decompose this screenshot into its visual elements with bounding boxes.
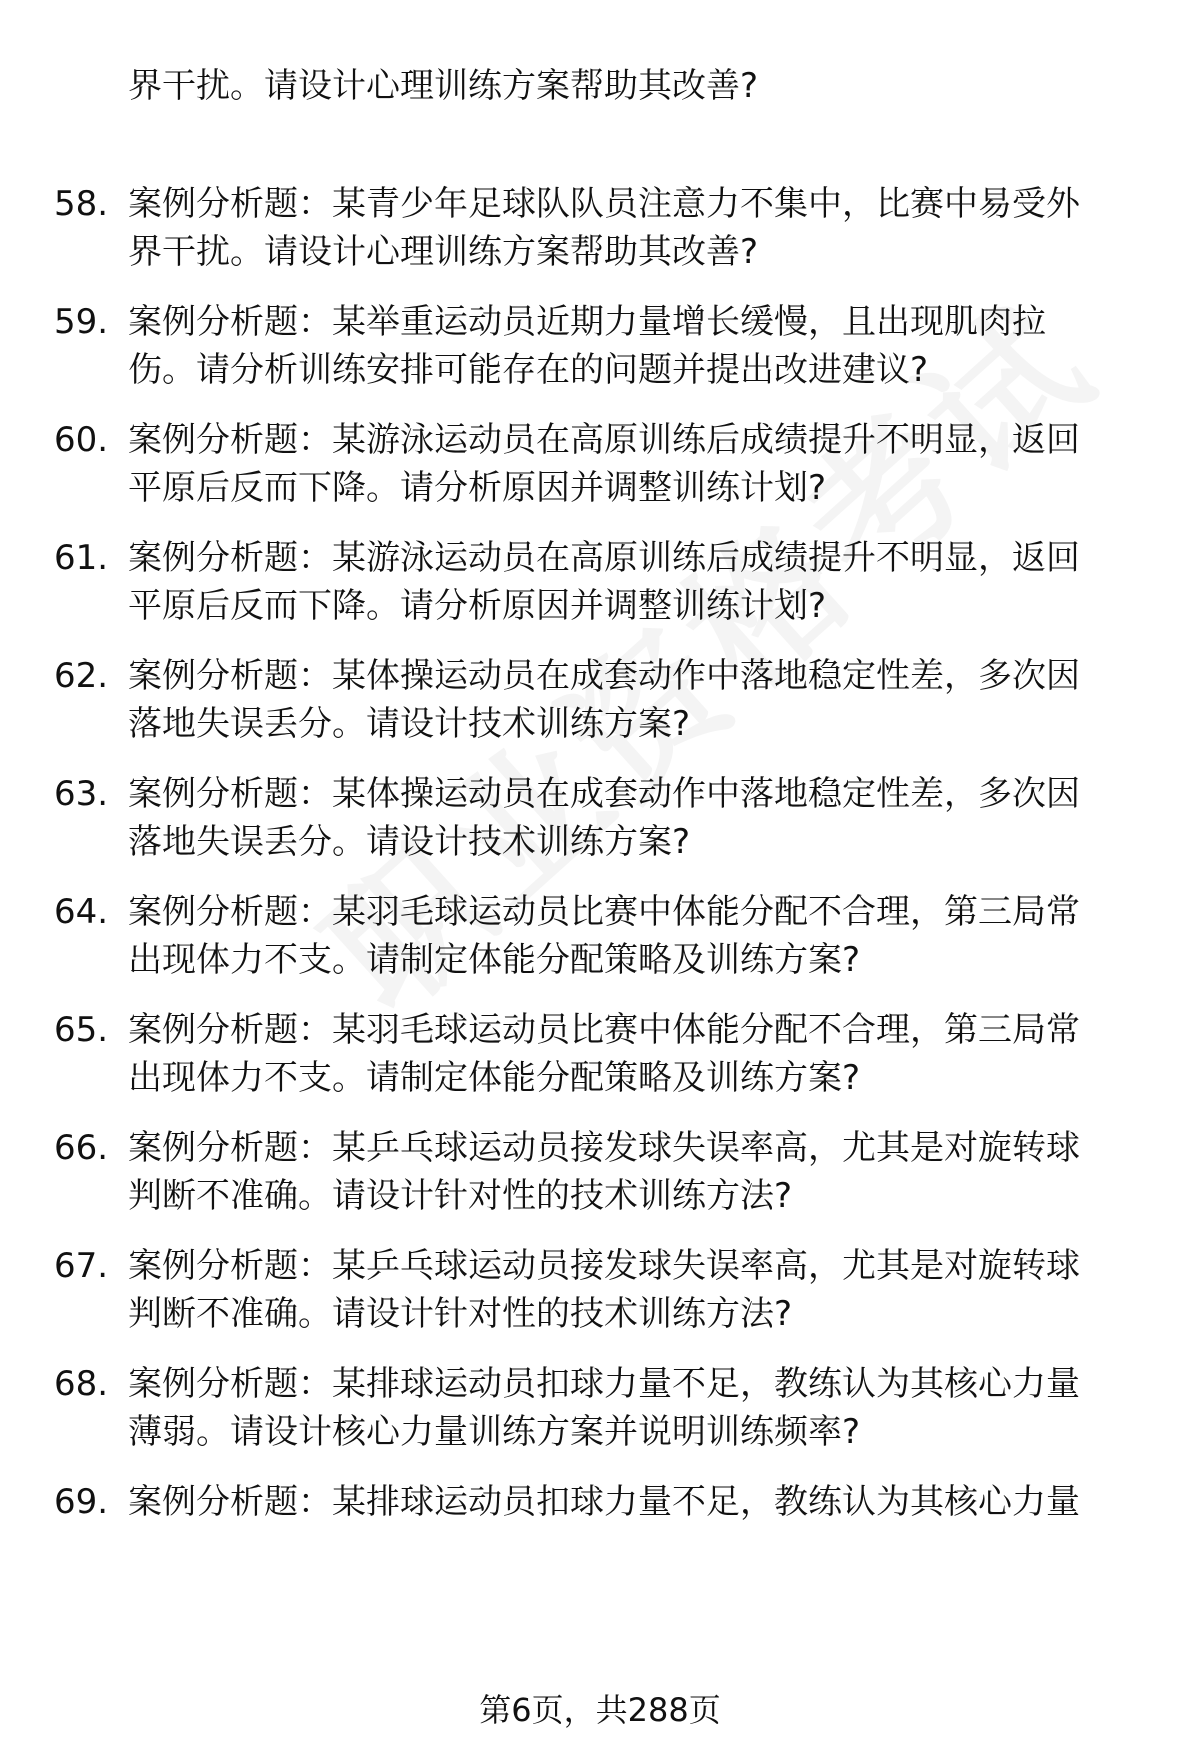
question-text-line1: 案例分析题：某游泳运动员在高原训练后成绩提升不明显，返回: [128, 538, 1080, 578]
question-number: 66.: [54, 1128, 109, 1168]
question-text-line2: 落地失误丢分。请设计技术训练方案?: [128, 822, 691, 862]
question-text-line2: 落地失误丢分。请设计技术训练方案?: [128, 704, 691, 744]
question-number: 65.: [54, 1010, 109, 1050]
continuation-text: 界干扰。请设计心理训练方案帮助其改善?: [128, 66, 759, 106]
question-number: 63.: [54, 774, 109, 814]
question-text-line2: 平原后反而下降。请分析原因并调整训练计划?: [128, 586, 827, 626]
question-text-line1: 案例分析题：某游泳运动员在高原训练后成绩提升不明显，返回: [128, 420, 1080, 460]
question-number: 60.: [54, 420, 109, 460]
question-number: 69.: [54, 1482, 109, 1522]
question-text-line1: 案例分析题：某青少年足球队队员注意力不集中，比赛中易受外: [128, 184, 1080, 224]
question-text-line1: 案例分析题：某乒乓球运动员接发球失误率高，尤其是对旋转球: [128, 1128, 1080, 1168]
question-text-line1: 案例分析题：某羽毛球运动员比赛中体能分配不合理，第三局常: [128, 892, 1080, 932]
question-text-line2: 薄弱。请设计核心力量训练方案并说明训练频率?: [128, 1412, 861, 1452]
question-text-line1: 案例分析题：某羽毛球运动员比赛中体能分配不合理，第三局常: [128, 1010, 1080, 1050]
question-number: 64.: [54, 892, 109, 932]
question-number: 61.: [54, 538, 109, 578]
question-text-line1: 案例分析题：某体操运动员在成套动作中落地稳定性差，多次因: [128, 774, 1080, 814]
question-text-line1: 案例分析题：某乒乓球运动员接发球失误率高，尤其是对旋转球: [128, 1246, 1080, 1286]
question-text-line1: 案例分析题：某排球运动员扣球力量不足，教练认为其核心力量: [128, 1364, 1080, 1404]
question-number: 62.: [54, 656, 109, 696]
page-footer: 第6页，共288页: [479, 1691, 721, 1729]
question-text-line1: 案例分析题：某体操运动员在成套动作中落地稳定性差，多次因: [128, 656, 1080, 696]
question-number: 58.: [54, 184, 109, 224]
question-text-line2: 判断不准确。请设计针对性的技术训练方法?: [128, 1294, 793, 1334]
question-text-line2: 出现体力不支。请制定体能分配策略及训练方案?: [128, 1058, 861, 1098]
question-number: 67.: [54, 1246, 109, 1286]
question-text-line1: 案例分析题：某举重运动员近期力量增长缓慢，且出现肌肉拉: [128, 302, 1046, 342]
question-text-line2: 平原后反而下降。请分析原因并调整训练计划?: [128, 468, 827, 508]
question-number: 68.: [54, 1364, 109, 1404]
question-text-line2: 出现体力不支。请制定体能分配策略及训练方案?: [128, 940, 861, 980]
question-text-line2: 判断不准确。请设计针对性的技术训练方法?: [128, 1176, 793, 1216]
question-text-line1: 案例分析题：某排球运动员扣球力量不足，教练认为其核心力量: [128, 1482, 1080, 1522]
question-number: 59.: [54, 302, 109, 342]
question-text-line2: 界干扰。请设计心理训练方案帮助其改善?: [128, 232, 759, 272]
question-text-line2: 伤。请分析训练安排可能存在的问题并提出改进建议?: [128, 350, 929, 390]
